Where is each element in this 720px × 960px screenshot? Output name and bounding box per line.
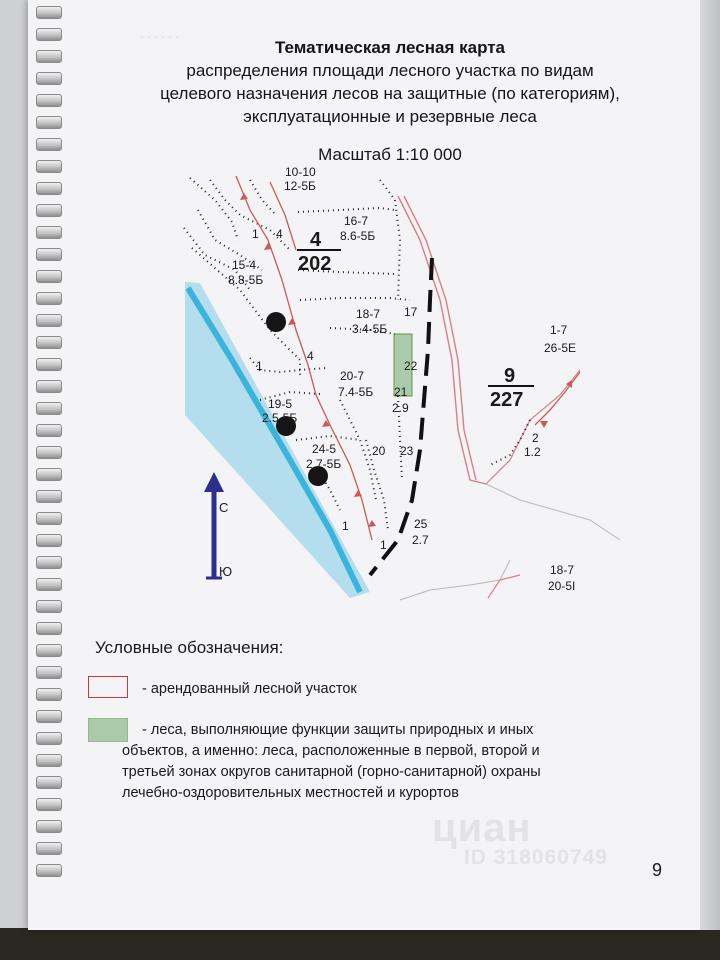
compass-south: Ю: [219, 564, 233, 579]
map-subtitle-line-1: распределения площади лесного участка по видам: [186, 61, 594, 80]
quarter-area: 227: [490, 389, 524, 411]
map-label: 1: [252, 227, 259, 241]
map-label: 2.5-5Б: [262, 411, 298, 425]
road-line-4: [488, 575, 520, 598]
map-label: 3.4-5Б: [352, 322, 388, 336]
marker-1: [266, 312, 286, 332]
map-label: 1.2: [524, 445, 541, 459]
bleed-through: · · · · · ·: [140, 30, 179, 44]
map-label: 17: [404, 305, 418, 319]
quarter-number: 4: [310, 229, 322, 251]
watermark-id: ID 318060749: [464, 846, 608, 869]
legend-item-protective-forest: - леса, выполняющие функции защиты природных и иных объектов, а именно: леса, расположенные в первой, второй и третьей зонах округов санитарной (горно-санитарной) охраны лечебно-оздоровительных местностей и курортов: [122, 722, 541, 801]
map-label: 15-4: [232, 258, 257, 272]
road-line-2: [404, 196, 476, 480]
map-label: 1: [342, 519, 349, 533]
map-label: 4: [276, 227, 283, 241]
road-line-3: [486, 370, 580, 484]
quarter-number: 9: [504, 365, 516, 387]
map-label: 20-5І: [548, 579, 576, 593]
map-label: 10-10: [285, 165, 316, 179]
map-label: 2: [532, 431, 539, 445]
map-label: 2.9: [392, 401, 409, 415]
map-label: 20: [372, 444, 386, 458]
map-scale: Масштаб 1:10 000: [318, 145, 462, 164]
map-label: 1: [380, 538, 387, 552]
legend-item-leased-plot: - арендованный лесной участок: [142, 681, 357, 697]
map-label: 18-7: [356, 307, 381, 321]
map-label: 8.6-5Б: [340, 229, 376, 243]
map-label: 26-5Е: [544, 341, 577, 355]
map-label: 22: [404, 359, 418, 373]
map-label: 18-7: [550, 563, 575, 577]
map-label: 16-7: [344, 214, 369, 228]
map-label: 2.7: [412, 533, 429, 547]
map-label: 7.4-5Б: [338, 385, 374, 399]
map-subtitle-line-3: эксплуатационные и резервные леса: [243, 107, 537, 126]
legend-heading: Условные обозначения:: [95, 638, 284, 657]
page-number: 9: [652, 860, 663, 880]
boundary-line-1: [486, 484, 620, 540]
map-label: 25: [414, 517, 428, 531]
map-label: 1-7: [550, 323, 568, 337]
map-label: 19-5: [268, 397, 293, 411]
cian-logo-icon: циан: [432, 806, 532, 850]
map-label: 2.7-5Б: [306, 457, 342, 471]
map-label: 8.8-5Б: [228, 273, 264, 287]
compass-north: С: [219, 500, 229, 515]
legend-swatch-leased-plot: [88, 676, 128, 698]
map-label: 12-5Б: [284, 179, 316, 193]
map-label: 20-7: [340, 369, 365, 383]
boundary-line-2: [400, 560, 510, 600]
quarter-area: 202: [298, 253, 332, 275]
map-title: Тематическая лесная карта: [274, 38, 506, 57]
map-label: 4: [307, 349, 314, 363]
map-label: 24-5: [312, 442, 337, 456]
map-label: 21: [394, 385, 408, 399]
map-label: 1: [256, 359, 263, 373]
map-label: 23: [400, 444, 414, 458]
map-subtitle-line-2: целевого назначения лесов на защитные (по категориям),: [160, 84, 620, 103]
north-arrow-icon: [204, 472, 224, 578]
